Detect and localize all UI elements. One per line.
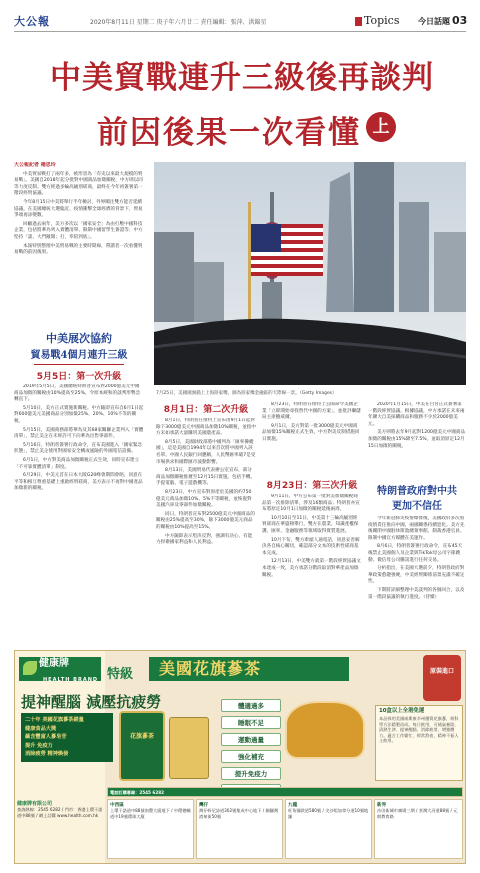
section3-paragraph: 12月13日，中美雙方就第一階段經貿協議文本達成一致，美方承諾分階段取消對華產品加徵關稅。 xyxy=(262,559,361,578)
ad-tag: 特級 xyxy=(107,667,134,682)
byline: 大公報記者 楊思玲 xyxy=(14,162,56,168)
section4-paragraph: 8月6日，特朗普簽署行政命令，宣布45天後禁止美國個人及企業與TikTok母公司字節跳動、微信母公司騰訊進行任何交易。 xyxy=(368,544,463,563)
section1-title-line2: 貿易戰4個月連升三級 xyxy=(30,350,128,361)
headline-line2: 前因後果一次看懂 xyxy=(97,115,361,151)
photo-caption: 7月25日，美國國旗插上上海陸家嘴，圖為陸家嘴金融區的天際線一景。（Getty Images） xyxy=(156,391,337,396)
ad-brand-en: HEALTH BRAND xyxy=(43,677,99,683)
section1-paragraph: 5月10日，美方正式實施新關稅。中方隨即宣布自6月1日起對600億美元美國商品分別加徵25%、20%、10%不等的關稅。 xyxy=(14,405,144,424)
page-number: 03 xyxy=(452,14,468,27)
section2-paragraph: 8月5日，美國財政部將中國列為「匯率操縱國」，這是美國自1994年以來首次將中國列入該名單。中國人民銀行回應稱，人民幣匯率破7是受市場供求和國際匯市波動影響。 xyxy=(156,439,256,465)
section4-column-top xyxy=(368,402,466,472)
ad-store-cell xyxy=(107,799,194,859)
tea-cup-image xyxy=(285,701,365,759)
masthead xyxy=(14,12,466,32)
section2-paragraph: 8月23日，中方宣布對原產於美國的約750億美元商品加徵10%、5%不等關稅，並恢復對美國汽車及零部件加徵關稅。 xyxy=(156,489,252,509)
section3-paragraph: 8月23日，特朗普在推特上公開命令美國企業「立即開始尋找替代中國的方案」，並批評聯儲局主席鮑威爾。 xyxy=(262,402,361,421)
ad-feature: 運動過量 xyxy=(221,733,281,746)
ad-seal-badge: 原裝進口 xyxy=(423,655,461,701)
section2-paragraph: 同日，特朗普宣布對2500億美元中國商品的關稅由25%提高至30%，餘下3000億美元商品的關稅由10%提高至15%。 xyxy=(156,511,255,530)
section4-paragraph: 美方則將去年9月起對1200億美元中國商品加徵的關稅由15%降至7.5%，並取消原定12月15日加徵的關稅。 xyxy=(368,430,466,449)
divider xyxy=(34,364,124,365)
ad-benefit: 健康食品大獎 xyxy=(25,725,57,732)
intro-paragraph: 回顧過去兩年，美方多次以「國家安全」為由打壓中國科技企業，包括將華為列入實體清單、限制中國留學生簽證等；中方堅持「談，大門敞開；打，奉陪到底」。 xyxy=(14,221,143,240)
section3-column-top xyxy=(262,402,362,476)
ad-store-name: 九龍 xyxy=(288,803,298,808)
section3-paragraph: 10月10日至11日，中美第十三輪高級別經貿磋商在華盛頓舉行，雙方在農業、知識產權保護、匯率、金融服務等領域取得實質進展。 xyxy=(262,515,359,534)
section1-column xyxy=(14,384,144,642)
ad-store-text: 旺角彌敦道580號 / 尖沙咀加拿分道10號地舖 xyxy=(288,808,369,819)
section4-column xyxy=(368,516,466,644)
section2-date-head: 8月1日：第二次升級 xyxy=(163,405,249,415)
section2-paragraph: 中方隨即表示堅決反對，強調有決心、有能力捍衛國家利益和人民利益。 xyxy=(156,533,253,546)
ad-benefits xyxy=(21,713,113,762)
section-marker-icon xyxy=(355,17,362,26)
section2-column xyxy=(156,418,256,644)
dateline: 2020年8月11日 星期二 庚子年六月廿二 責任編輯：張萍、洪錦星 xyxy=(90,19,267,26)
intro-column xyxy=(14,162,144,324)
ad-title: 美國花旗蔘茶 xyxy=(149,657,349,681)
ad-slogan: 提神醒腦 減壓抗疲勞 xyxy=(21,693,162,711)
ad-store-text: 灣仔軒尼詩道302號集成中心地下 / 銅鑼灣渣甸街50號 xyxy=(199,808,279,819)
ad-store-text: 沙田新城市廣場三期 / 荃灣大河道88號 / 元朗教育路 xyxy=(377,808,458,819)
photo-illustration xyxy=(154,162,466,385)
ad-info-title: 10盒以上全港免運 xyxy=(379,708,425,714)
section1-paragraph: 2019年5月5日，美國總統特朗普宣布對2000億美元中國商品加徵的關稅由10%提高至25%，令原本緩和的談判形勢急轉直下。 xyxy=(14,384,141,403)
section1-paragraph: 6月1日，中方對美商品加徵關稅正式生效，同時宣布建立「不可靠實體清單」制度。 xyxy=(14,457,140,470)
section-title-en: Topics xyxy=(364,14,400,27)
product-box: 花旗蔘茶 xyxy=(119,711,165,781)
ad-store-name: 中西區 xyxy=(110,803,124,808)
section1-paragraph: 5月16日，特朗普簽署行政命令，宣布美國進入「國家緊急狀態」，禁止美企使用對國家安全構成風險的外國電信設備。 xyxy=(14,442,143,455)
ad-contact xyxy=(17,801,103,819)
section3-paragraph: 9月11日，中方公布第一批對美加徵關稅商品第一次排除清單，涉及16類商品；特朗普亦宣布將原定10月1日加徵的關稅延後兩周。 xyxy=(262,494,360,513)
photo-flag-lujiazui xyxy=(154,162,466,385)
section2-paragraph: 8月13日，美國貿易代表辦公室宣布，部分商品加徵關稅推遲至12月15日實施，包括手機、手提電腦、電子遊戲機等。 xyxy=(156,468,255,487)
section4-paragraph: 下期將詳細整理中美談判的各個回合，以及第一階段協議的執行進度。（待續） xyxy=(368,587,465,600)
ad-benefit: 蘊含豐富人蔘皂苷 xyxy=(25,734,67,740)
product-pack-image xyxy=(169,717,209,779)
section4-title-line1: 特朗普政府對中共 xyxy=(377,486,457,497)
ad-store-name: 灣仔 xyxy=(199,803,209,808)
section4-paragraph: 分析指出，在美國大選前夕，特朗普政府對華政策愈趨強硬，中美經貿關係前景充滿不確定性。 xyxy=(368,566,465,585)
intro-paragraph: 中美貿易戰打了兩年多，被形容為「有史以來最大規模的貿易戰」。美國自2018年起分批對中國商品加徵關稅，中方則以同等力度反制。雙方經過多輪高級別磋商，最終在今年初簽署第一階段經貿協議。 xyxy=(14,171,143,197)
newspaper-logo: 大公報 xyxy=(14,15,50,28)
section1-title-line1: 中美展次協約 xyxy=(46,332,112,345)
ad-feature: 睡眠不足 xyxy=(221,716,281,729)
section1-paragraph: 5月15日，美國商務部將華為及其68家關聯企業列入「實體清單」，禁止美企在未經許可下向華為出售零部件。 xyxy=(14,427,144,440)
headline-part-badge: 上 xyxy=(366,112,396,142)
ad-feature: 提升免疫力 xyxy=(221,767,281,780)
ad-phone-title: 電話訂購專線：2545 6282 xyxy=(107,787,463,797)
ad-benefit: 消除疲勞 精神煥發 xyxy=(25,751,69,757)
ad-feature: 強化補充 xyxy=(221,750,281,763)
intro-paragraph: 今年8月15日中美將舉行半年檢討，外界關注雙方能否延續協議。在美國總統大選臨近、疫情衝擊全球經濟的背景下，貿易爭端再添變數。 xyxy=(14,199,143,219)
ad-benefit: 提升 免疫力 xyxy=(25,742,53,749)
ad-store-cell xyxy=(374,799,463,859)
intro-paragraph: 本報特別整理中美貿易戰的主要時間線，帶讀者一次看懂貿易戰的前因後果。 xyxy=(14,243,143,256)
section1-paragraph: 6月29日，中美元首在日本大阪G20峰會期間會晤，同意在平等和相互尊重基礎上重啟經貿磋商，美方表示不再對中國產品加徵新的關稅。 xyxy=(14,473,143,492)
ad-store-cell xyxy=(285,799,372,859)
ad-info-box xyxy=(375,705,463,781)
us-flag-icon xyxy=(251,224,323,276)
ad-store-name: 新界 xyxy=(377,803,387,808)
section3-paragraph: 10月下旬，雙方牽頭人通電話，同意妥善解決各自核心關切，確認部分文本的技術性磋商基本完成。 xyxy=(262,537,360,556)
section4-paragraph: 2020年1月15日，中美在白宮正式簽署第一階段經貿協議。根據協議，中方承諾在未來兩年擴大自美採購商品和服務不少於2000億美元。 xyxy=(368,402,465,427)
ad-feature: 體適過多 xyxy=(221,699,281,712)
ad-brand-zh: 健康牌 xyxy=(39,658,69,669)
section4-paragraph: 今年新冠肺炎疫情爆發後，美國政府多次將疫情責任推向中國，兩國關係持續惡化。美方先後關閉中國駐休斯敦總領事館、制裁香港官員、限制中國官方媒體在美運作。 xyxy=(368,516,465,541)
section-title-zh: 今日話題 xyxy=(418,17,450,26)
section4-title-line2: 更加不信任 xyxy=(392,501,442,512)
ad-store-cell xyxy=(196,799,283,859)
ad-store-text: 上環干諾道中88號南豐大廈地下 / 中環德輔道中19號環球大廈 xyxy=(110,808,191,819)
newspaper-page xyxy=(14,12,466,864)
ad-benefit: 二十年 美國花旗蔘茶銷量 xyxy=(25,717,84,723)
advertisement[interactable] xyxy=(14,650,466,864)
ad-footer-text: 查詢熱線：2545 6282 / 門市：香港上環干諾道中88號 / 網上訂購 www.health.com.hk xyxy=(17,807,103,818)
section1-date-head: 5月5日：第一次升級 xyxy=(36,372,122,382)
ad-feature-list xyxy=(221,699,281,801)
ad-footer-title: 健康牌有限公司 xyxy=(17,801,53,807)
ad-brand xyxy=(19,657,101,681)
leaf-icon xyxy=(23,661,37,675)
headline-line1: 中美貿戰連升三級後再談判 xyxy=(50,60,434,96)
section3-paragraph: 9月1日，美方對第一批3000億美元中國商品加徵15%關稅正式生效，中方對美反制措施同日實施。 xyxy=(262,423,360,442)
section3-date-head: 8月23日：第三次升級 xyxy=(266,481,358,491)
ad-info-text: 本品採用美國威斯康辛州優質花旗蔘，經科學方法精製而成。每日飲用，可補氣養陰、清熱生津、提神醒腦、消除疲勞、增強體力。適合工作繁忙、經常熬夜、精神不振人士飲用。 xyxy=(379,716,459,744)
ad-store-table xyxy=(107,787,463,861)
section2-paragraph: 8月1日，特朗普在推特上宣布由9月1日起對餘下3000億美元中國商品加徵10%關稅，並指中方未如承諾大量購買美國農產品。 xyxy=(156,418,256,437)
section3-column xyxy=(262,494,362,644)
